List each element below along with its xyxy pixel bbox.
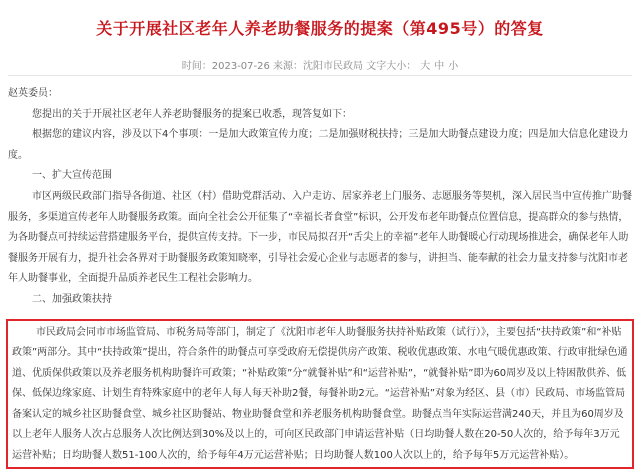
meta-info: 时间：2023-07-26 来源：沈阳市民政局 文字大小：: [181, 61, 417, 72]
page-title: 关于开展社区老年人养老助餐服务的提案（第495号）的答复: [96, 19, 544, 38]
paragraph-policy: 市民政局会同市市场监管局、市税务局等部门，制定了《沈阳市老年人助餐服务扶持补贴政策（试行）》，主要包括“扶持政策”和“补贴政策”两部分。其中“扶持政策”提出，符合条件的助餐点可享受政府无偿提供房产政策、税收优惠政策、水电气暖优惠政策、行政审批绿色通道、优质保供政策以及养老服务机构助餐许可政策；“补贴政策”分“就餐补贴”和“运营补贴”，“就餐补贴”即为60周岁及以上特困散供养、低保、低保边缘家庭、计划生育特殊家庭中的老年人每人每天补助2餐，每餐补助2元。“运营补贴”对象为经区、县（市）民政局、市场监管局备案认定的城乡社区助餐食堂、城乡社区助餐站、物业助餐食堂和养老服务机构助餐食堂。助餐点当年实际运营满240天，并且为60周岁及以上老年人服务人次占总服务人次比例达到30%及以上的，可向区民政部门申请运营补贴（日均助餐人数在20-50人次的，给予每年3万元运营补贴；日均助餐人数51-100人次的，给予每年4万元运营补贴；日均助餐人数100人次以上的，给予每年5万元运营补贴）。: [12, 326, 628, 461]
salutation: 赵英委员：: [8, 88, 58, 99]
font-size-medium-link[interactable]: 中: [434, 61, 445, 72]
article-body: [8, 84, 632, 469]
paragraph-acknowledgement: 您提出的关于开展社区老年人养老助餐服务的提案已收悉，现答复如下：: [32, 108, 352, 120]
section-heading-publicity: 一、扩大宣传范围: [32, 170, 112, 182]
paragraph-summary: 根据您的建议内容，涉及以下4个事项：一是加大政策宣传力度；二是加强财税扶持；三是加大助餐点建设力度；四是加大信息化建设力度。: [8, 129, 629, 161]
section-heading-policy: 二、加强政策扶持: [32, 293, 112, 305]
font-size-small-link[interactable]: 小: [448, 61, 459, 72]
article-meta: [0, 57, 640, 72]
font-size-large-link[interactable]: 大: [420, 61, 431, 72]
title-divider: [8, 75, 632, 76]
paragraph-publicity: 市区两级民政部门指导各街道、社区（村）借助党群活动、入户走访、居家养老上门服务、志愿服务等契机，深入居民当中宣传推广助餐服务，多渠道宣传老年人助餐服务政策。面向全社会公开征集了“幸福长者食堂”标识，公开发布老年助餐点位置信息，提高群众的参与热情，为各助餐点可持续运营搭建服务平台，提供宣传支持。下一步，市民局拟召开“舌尖上的幸福”老年人助餐暖心行动现场推进会，确保老年人助餐服务开展有力，提升社会各界对于助餐服务政策知晓率，引导社会爱心企业与志愿者的参与，讲担当、能奉献的社会力量支持参与沈阳市老年人助餐事业，全面提升品质养老民生工程社会影响力。: [8, 190, 632, 285]
highlight-box: [6, 319, 634, 469]
